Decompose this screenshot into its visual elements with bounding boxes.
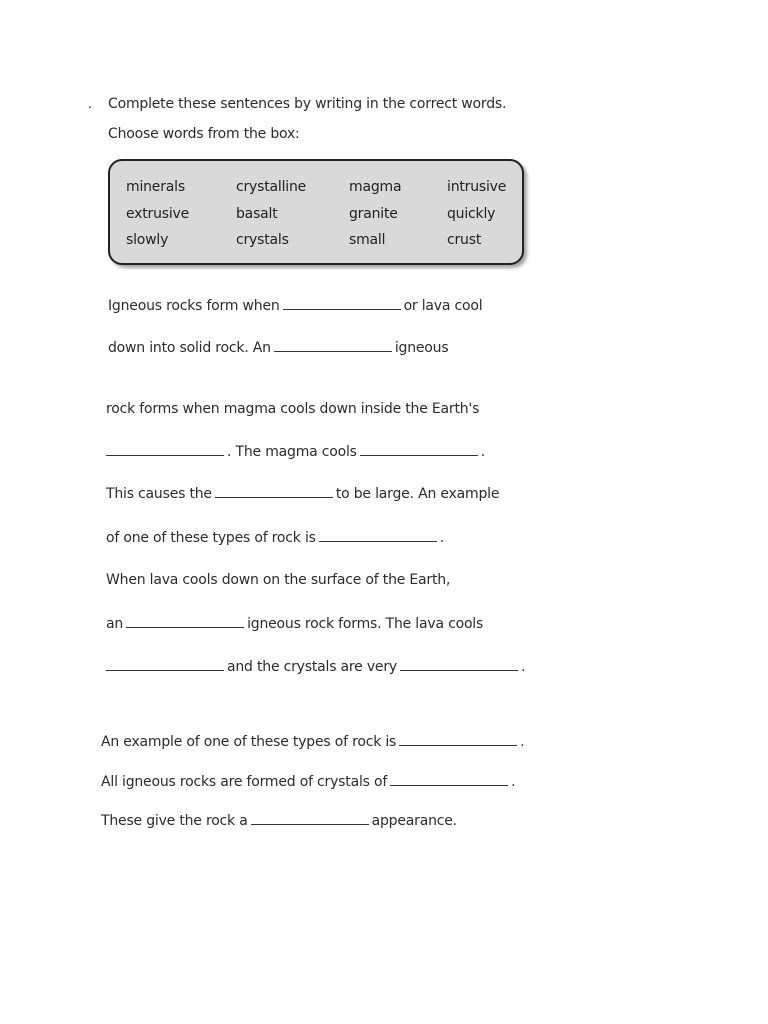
answer-blank[interactable] (251, 824, 369, 825)
answer-blank[interactable] (215, 497, 333, 498)
sentence-text: or lava cool (403, 298, 483, 314)
sentence-line-3 (106, 402, 479, 416)
sentence-line-11 (101, 775, 515, 789)
sentence-text: rock forms when magma cools down inside the Earth's (106, 401, 480, 417)
word-bank-box (108, 159, 524, 265)
word-bank-item: crystalline (236, 179, 307, 195)
sentence-text: . The magma cools (227, 444, 357, 460)
answer-blank[interactable] (399, 745, 517, 746)
sentence-text: an (106, 616, 124, 632)
word-bank-item: magma (349, 179, 402, 195)
sentence-text: appearance. (371, 813, 457, 829)
word-bank-item: minerals (126, 179, 185, 195)
answer-blank[interactable] (126, 627, 244, 628)
sentence-line-2 (108, 341, 448, 355)
sentence-line-12 (101, 814, 457, 828)
word-bank-item: basalt (236, 206, 278, 222)
sentence-text: This causes the (106, 486, 212, 502)
answer-blank[interactable] (106, 455, 224, 456)
sentence-text: Igneous rocks form when (108, 298, 280, 314)
answer-blank[interactable] (274, 351, 392, 352)
sentence-line-5 (106, 487, 499, 501)
word-bank-item: small (349, 232, 386, 248)
sentence-line-1 (108, 299, 482, 313)
sentence-text: All igneous rocks are formed of crystals of (101, 774, 388, 790)
sentence-text: and the crystals are very (227, 659, 397, 675)
word-bank-item: crystals (236, 232, 289, 248)
sentence-text: to be large. An example (335, 486, 500, 502)
sentence-line-8 (106, 617, 483, 631)
sentence-text: igneous (394, 340, 449, 356)
sentence-line-10 (101, 735, 524, 749)
word-bank-item: intrusive (447, 179, 507, 195)
word-bank-item: slowly (126, 232, 169, 248)
word-bank-item: extrusive (126, 206, 190, 222)
sentence-text: . (511, 774, 516, 790)
word-bank-item: granite (349, 206, 398, 222)
sentence-text: An example of one of these types of rock is (101, 734, 397, 750)
word-bank-item: crust (447, 232, 482, 248)
sentence-text: When lava cools down on the surface of the Earth, (106, 572, 451, 588)
sentence-line-6 (106, 531, 444, 545)
sentence-text: down into solid rock. An (108, 340, 271, 356)
word-bank-item: quickly (447, 206, 496, 222)
answer-blank[interactable] (360, 455, 478, 456)
sentence-line-9 (106, 660, 525, 674)
sentence-text: These give the rock a (101, 813, 248, 829)
answer-blank[interactable] (106, 670, 224, 671)
answer-blank[interactable] (319, 541, 437, 542)
sentence-line-4 (106, 445, 485, 459)
sentence-text: . (520, 659, 526, 675)
bullet-marker: . (88, 97, 93, 112)
sentence-text: of one of these types of rock is (106, 530, 316, 546)
answer-blank[interactable] (390, 785, 508, 786)
sentence-text: . (520, 734, 525, 750)
sentence-line-7 (106, 573, 450, 587)
sentence-text: . (439, 530, 445, 546)
answer-blank[interactable] (400, 670, 518, 671)
instruction-line-1: Complete these sentences by writing in the correct words. (108, 96, 507, 112)
instruction-line-2: Choose words from the box: (108, 126, 300, 142)
sentence-text: igneous rock forms. The lava cools (247, 616, 484, 632)
answer-blank[interactable] (283, 309, 401, 310)
sentence-text: . (480, 444, 486, 460)
